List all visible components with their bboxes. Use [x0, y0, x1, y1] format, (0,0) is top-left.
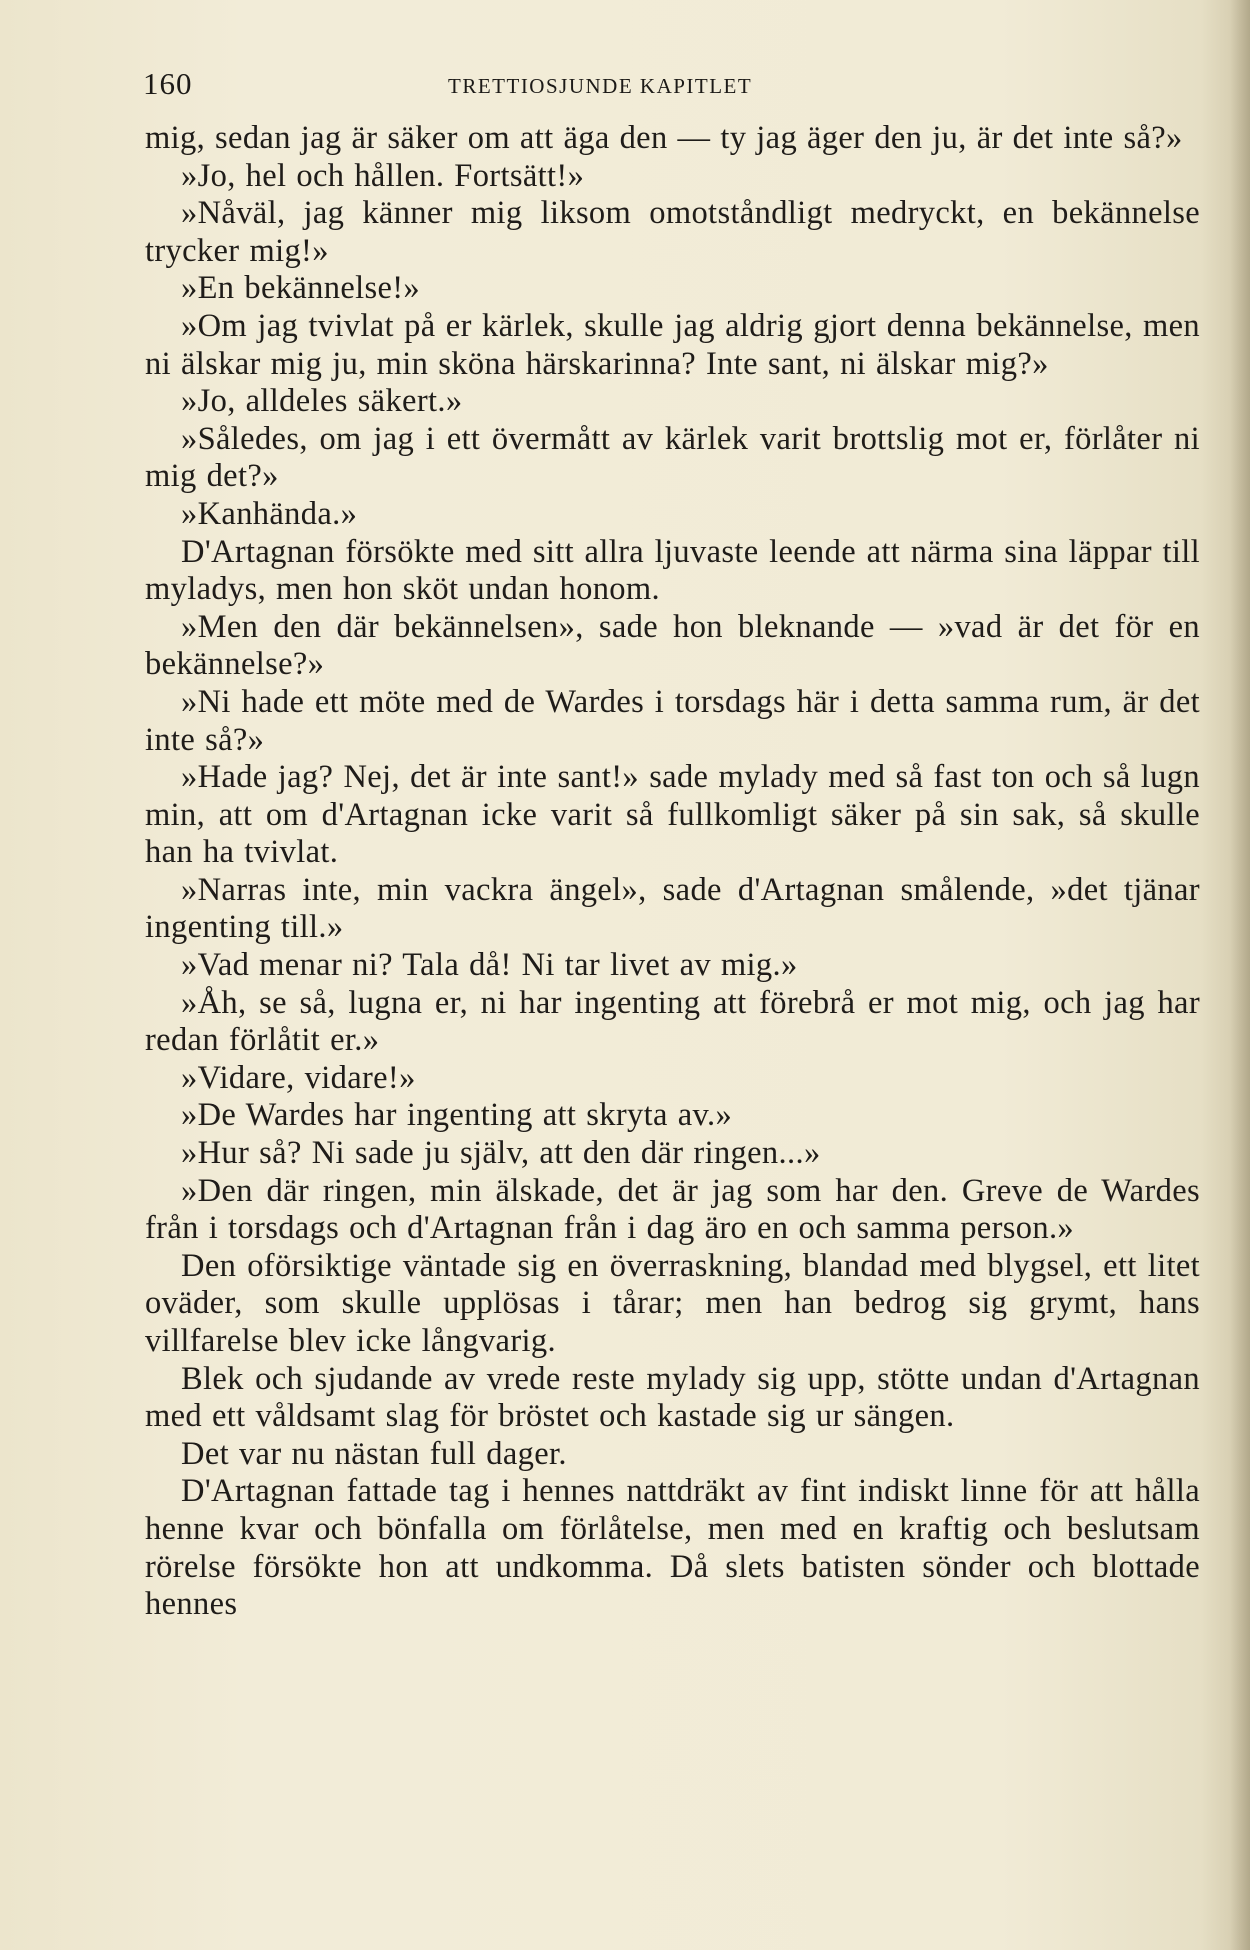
paragraph-17: »De Wardes har ingenting att skryta av.» — [181, 1097, 733, 1134]
page-number: 160 — [143, 66, 193, 101]
paragraph-14: »Vad menar ni? Tala då! Ni tar livet av mig.» — [181, 947, 798, 984]
paragraph-22: Det var nu nästan full dager. — [181, 1435, 567, 1472]
paragraph-8: »Kanhända.» — [181, 495, 358, 532]
page-edge-shadow — [1230, 0, 1250, 1950]
paragraph-5: »Om jag tvivlat på er kärlek, skulle jag aldrig gjort denna bekännelse, men ni älskar mig ju, min sköna härskarinna? Inte sant, ni älskar mig?» — [145, 307, 1200, 382]
paragraph-1: mig, sedan jag är säker om att äga den — ty jag äger den ju, är det inte så?» — [145, 120, 1183, 156]
paragraph-12: »Hade jag? Nej, det är inte sant!» sade mylady med så fast ton och så lugn min, att om d'Artagnan icke varit så fullkomligt säker på sin sak, så skulle han ha tvivlat. — [145, 759, 1200, 871]
body-text — [145, 120, 1200, 1624]
paragraph-18: »Hur så? Ni sade ju själv, att den där ringen...» — [181, 1135, 821, 1172]
paragraph-20: Den oförsiktige väntade sig en överraskning, blandad med blygsel, ett litet oväder, som skulle upplösas i tårar; men han bedrog sig grymt, hans villfarelse blev icke långvarig. — [145, 1247, 1200, 1359]
paragraph-6: »Jo, alldeles säkert.» — [181, 383, 463, 420]
paragraph-23: D'Artagnan fattade tag i hennes nattdräkt av fint indiskt linne för att hålla henne kvar och bönfalla om förlåtelse, men med en kraftig och beslutsam rörelse försökte hon att undkomma. Då slets batisten sönder och blottade hennes — [145, 1473, 1200, 1623]
paragraph-21: Blek och sjudande av vrede reste mylady sig upp, stötte undan d'Artagnan med ett våldsamt slag för bröstet och kastade sig ur sängen. — [145, 1360, 1200, 1435]
paragraph-13: »Narras inte, min vackra ängel», sade d'Artagnan smålende, »det tjänar ingenting till.» — [145, 871, 1200, 946]
paragraph-9: D'Artagnan försökte med sitt allra ljuvaste leende att närma sina läppar till myladys, men hon sköt undan honom. — [145, 533, 1200, 608]
paragraph-3: »Nåväl, jag känner mig liksom omotståndligt medryckt, en bekännelse trycker mig!» — [145, 195, 1200, 269]
paragraph-2: »Jo, hel och hållen. Fortsätt!» — [181, 157, 585, 194]
paragraph-10: »Men den där bekännelsen», sade hon bleknande — »vad är det för en bekännelse?» — [145, 608, 1200, 683]
page-header — [143, 66, 1205, 106]
paragraph-19: »Den där ringen, min älskade, det är jag som har den. Greve de Wardes från i torsdags och d'Artagnan från i dag äro en och samma person.» — [145, 1172, 1200, 1247]
paragraph-11: »Ni hade ett möte med de Wardes i torsdags här i detta samma rum, är det inte så?» — [145, 683, 1200, 758]
running-head: TRETTIOSJUNDE KAPITLET — [448, 74, 753, 98]
paragraph-15: »Åh, se så, lugna er, ni har ingenting att förebrå er mot mig, och jag har redan förlåtit er.» — [145, 984, 1200, 1059]
paragraph-7: »Således, om jag i ett övermått av kärlek varit brottslig mot er, förlåter ni mig det?» — [145, 420, 1200, 495]
paragraph-16: »Vidare, vidare!» — [181, 1059, 416, 1096]
paragraph-4: »En bekännelse!» — [181, 270, 421, 307]
